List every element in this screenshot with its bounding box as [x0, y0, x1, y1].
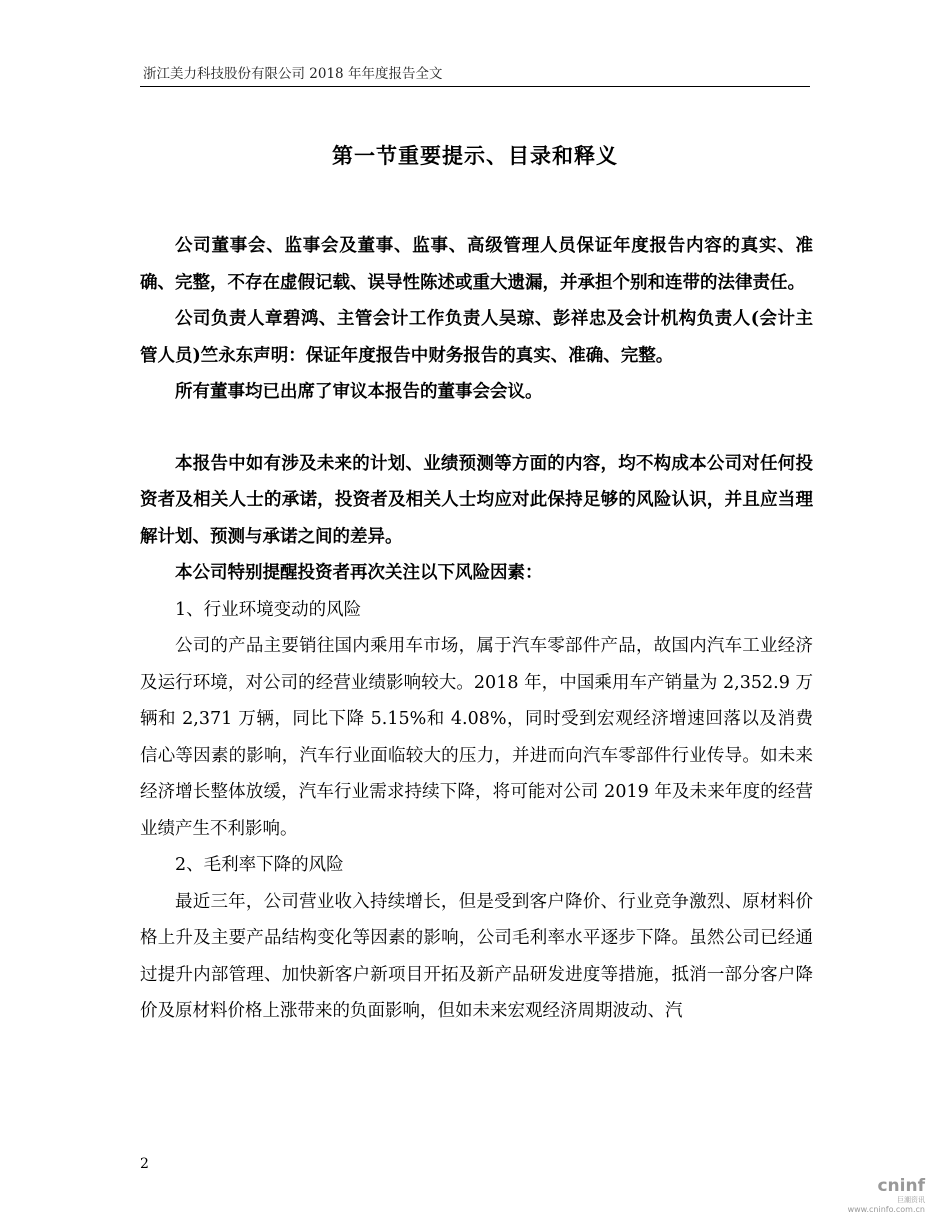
logo-url: www.cninfo.com.cn [847, 1205, 925, 1214]
risk-heading-margin: 2、毛利率下降的风险 [175, 855, 344, 875]
document-body [140, 228, 813, 1030]
paragraph-responsible-persons: 公司负责人章碧鸿、主管会计工作负责人吴琼、彭祥忠及会计机构负责人(会计主管人员)竺永东声明：保证年度报告中财务报告的真实、准确、完整。 [140, 309, 813, 366]
document-header: 浙江美力科技股份有限公司 2018 年年度报告全文 [143, 66, 443, 82]
paragraph-board-statement: 公司董事会、监事会及董事、监事、高级管理人员保证年度报告内容的真实、准确、完整，不存在虚假记载、误导性陈述或重大遗漏，并承担个别和连带的法律责任。 [140, 236, 813, 293]
risk-body-margin: 最近三年，公司营业收入持续增长，但是受到客户降价、行业竞争激烈、原材料价格上升及主要产品结构变化等因素的影响，公司毛利率水平逐步下降。虽然公司已经通过提升内部管理、加快新客户新项目开拓及新产品研发进度等措施，抵消一部分客户降价及原材料价格上涨带来的负面影响，但如未来宏观经济周期波动、汽 [140, 891, 813, 1021]
cninfo-logo [835, 1176, 925, 1215]
risk-body-industry: 公司的产品主要销往国内乘用车市场，属于汽车零部件产品，故国内汽车工业经济及运行环境，对公司的经营业绩影响较大。2018 年，中国乘用车产销量为 2,352.9 万辆和 2,371 万辆，同比下降 5.15%和 4.08%，同时受到宏观经济增速回落以及消费信心等因素的影响，汽车行业面临较大的压力，并进而向汽车零部件行业传导。如未来经济增长整体放缓，汽车行业需求持续下降，将可能对公司 2019 年及未来年度的经营业绩产生不利影响。 [140, 636, 813, 839]
header-divider [140, 86, 810, 87]
paragraph-forward-looking: 本报告中如有涉及未来的计划、业绩预测等方面的内容，均不构成本公司对任何投资者及相关人士的承诺，投资者及相关人士均应对此保持足够的风险认识，并且应当理解计划、预测与承诺之间的差异。 [140, 453, 813, 547]
paragraph-risk-notice: 本公司特别提醒投资者再次关注以下风险因素： [175, 563, 543, 583]
page-number: 2 [140, 1156, 149, 1172]
risk-heading-industry: 1、行业环境变动的风险 [175, 599, 362, 620]
paragraph-attendance: 所有董事均已出席了审议本报告的董事会会议。 [175, 382, 543, 402]
logo-subtitle: 巨潮资讯 [897, 1196, 925, 1204]
section-title: 第一节重要提示、目录和释义 [332, 143, 618, 168]
logo-mark: cninf [877, 1176, 925, 1196]
